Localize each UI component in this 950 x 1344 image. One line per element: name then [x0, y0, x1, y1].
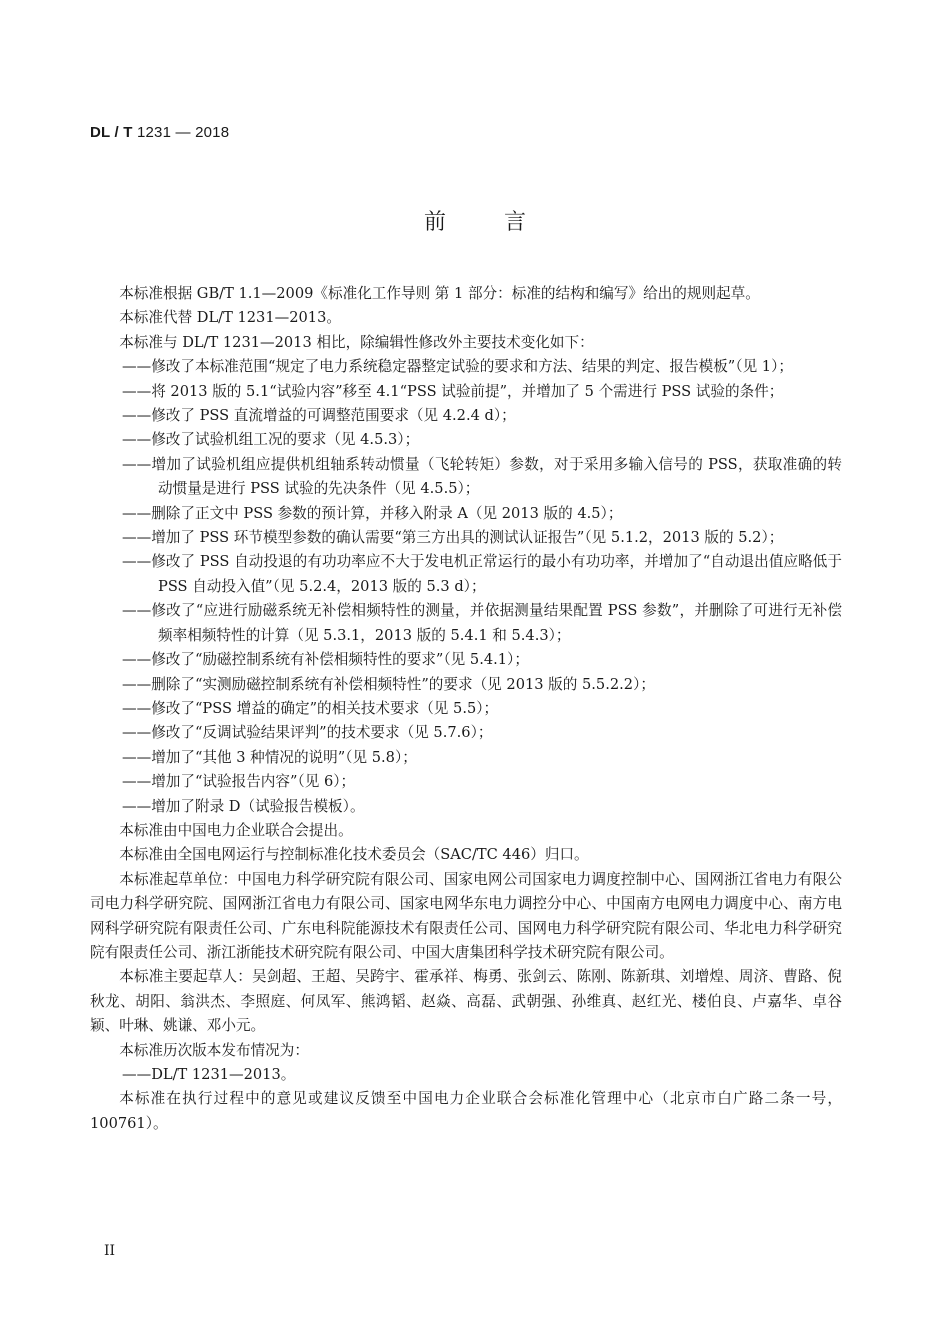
foreword-body: [90, 282, 842, 1136]
change-item: ——增加了附录 D（试验报告模板）。: [122, 797, 365, 815]
change-item: ——修改了“应进行励磁系统无补偿相频特性的测量，并依据测量结果配置 PSS 参数”，并删除了可进行无补偿频率相频特性的计算（见 5.3.1，2013 版的 5.4.1 和 5.4.3）；: [122, 602, 842, 644]
title-char-2: 言: [504, 210, 527, 235]
change-item: ——修改了试验机组工况的要求（见 4.5.3）；: [122, 431, 420, 449]
change-item: ——修改了 PSS 直流增益的可调整范围要求（见 4.2.4 d）；: [122, 407, 516, 425]
change-item: ——增加了“试验报告内容”（见 6）；: [122, 773, 356, 791]
change-item: ——删除了“实测励磁控制系统有补偿相频特性”的要求（见 2013 版的 5.5.2.2）；: [122, 675, 655, 693]
change-item: ——增加了试验机组应提供机组轴系转动惯量（飞轮转矩）参数，对于采用多输入信号的 PSS，获取准确的转动惯量是进行 PSS 试验的先决条件（见 4.5.5）；: [122, 455, 842, 498]
change-item: ——将 2013 版的 5.1“试验内容”移至 4.1“PSS 试验前提”，并增加了 5 个需进行 PSS 试验的条件；: [122, 382, 784, 400]
change-item: ——删除了正文中 PSS 参数的预计算，并移入附录 A（见 2013 版的 4.5）；: [122, 504, 623, 522]
change-item: ——修改了“励磁控制系统有补偿相频特性的要求”（见 5.4.1）；: [122, 651, 529, 669]
standard-number: 1231 — 2018: [136, 124, 230, 141]
change-item: ——修改了“PSS 增益的确定”的相关技术要求（见 5.5）；: [122, 699, 499, 717]
paragraph-changes-intro: 本标准与 DL/T 1231—2013 相比，除编辑性修改外主要技术变化如下：: [119, 333, 594, 351]
paragraph-drafting-rules: 本标准根据 GB/T 1.1—2009《标准化工作导则 第 1 部分：标准的结构和编写》给出的规则起草。: [119, 285, 760, 302]
paragraph-replaces: 本标准代替 DL/T 1231—2013。: [119, 309, 341, 327]
change-item: ——增加了“其他 3 种情况的说明”（见 5.8）；: [122, 748, 417, 766]
change-item: ——修改了“反调试验结果评判”的技术要求（见 5.7.6）；: [122, 724, 493, 742]
paragraph-proposer: 本标准由中国电力企业联合会提出。: [119, 821, 353, 839]
page-number: II: [104, 1243, 116, 1259]
standard-prefix: DL / T: [90, 124, 133, 141]
change-item: ——增加了 PSS 环节模型参数的确认需要“第三方出具的测试认证报告”（见 5.1.2，2013 版的 5.2）；: [122, 529, 784, 547]
change-item: ——修改了本标准范围“规定了电力系统稳定器整定试验的要求和方法、结果的判定、报告模板”（见 1）；: [122, 358, 793, 376]
standard-code: [90, 124, 229, 141]
paragraph-feedback: 本标准在执行过程中的意见或建议反馈至中国电力企业联合会标准化管理中心（北京市白广路二条一号，100761）。: [90, 1090, 842, 1132]
page-title: [0, 205, 950, 236]
paragraph-drafting-units: 本标准起草单位：中国电力科学研究院有限公司、国家电网公司国家电力调度控制中心、国网浙江省电力有限公司电力科学研究院、国网浙江省电力有限公司、国家电网华东电力调控分中心、中国南方电网电力调度中心、南方电网科学研究院有限责任公司、广东电科院能源技术有限责任公司、国网电力科学研究院有限公司、华北电力科学研究院有限责任公司、浙江浙能技术研究院有限公司、中国大唐集团科学技术研究院有限公司。: [90, 870, 842, 961]
history-item: ——DL/T 1231—2013。: [122, 1066, 296, 1083]
paragraph-drafters: 本标准主要起草人：吴剑超、王超、吴跨宇、霍承祥、梅勇、张剑云、陈刚、陈新琪、刘增煌、周济、曹路、倪秋龙、胡阳、翁洪杰、李照庭、何凤军、熊鸿韬、赵焱、高磊、武朝强、孙维真、赵红光、楼伯良、卢嘉华、卓谷颖、叶琳、姚谦、邓小元。: [90, 968, 842, 1035]
title-char-1: 前: [423, 210, 446, 235]
paragraph-administrator: 本标准由全国电网运行与控制标准化技术委员会（SAC/TC 446）归口。: [119, 846, 589, 864]
change-item: ——修改了 PSS 自动投退的有功功率应不大于发电机正常运行的最小有功功率，并增加了“自动退出值应略低于 PSS 自动投入值”（见 5.2.4，2013 版的 5.3 d）；: [122, 553, 842, 595]
paragraph-history-intro: 本标准历次版本发布情况为：: [119, 1041, 309, 1059]
